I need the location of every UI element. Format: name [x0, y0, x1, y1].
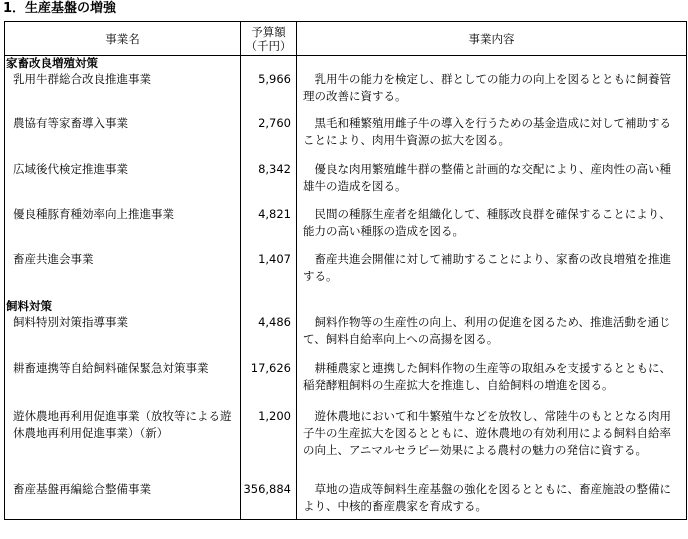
section-empty-cell — [297, 299, 687, 314]
section-empty-cell — [297, 56, 687, 72]
project-name: 畜産共進会事業 — [5, 251, 241, 299]
project-content: 耕種農家と連携した飼料作物の生産等の取組みを支援するとともに、稲発酵粗飼料の生産拡大を推進し、自給飼料の増進を図る。 — [297, 360, 687, 408]
budget-amount: 5,966 — [241, 71, 297, 115]
table-row — [5, 206, 687, 251]
budget-amount: 17,626 — [241, 360, 297, 408]
budget-amount: 4,821 — [241, 206, 297, 251]
project-content: 乳用牛の能力を検定し、群としての能力の向上を図るとともに飼養管理の改善に資する。 — [297, 71, 687, 115]
header-content: 事業内容 — [297, 22, 687, 56]
project-content: 民間の種豚生産者を組織化して、種豚改良群を確保することにより、能力の高い種豚の造成を図る。 — [297, 206, 687, 251]
header-budget — [241, 22, 297, 56]
header-budget-label: 予算額 — [251, 24, 286, 39]
section-row — [5, 56, 687, 72]
table-row — [5, 314, 687, 360]
budget-table — [4, 21, 687, 520]
project-name: 耕畜連携等自給飼料確保緊急対策事業 — [5, 360, 241, 408]
section-heading: 飼料対策 — [5, 299, 241, 314]
project-content: 飼料作物等の生産性の向上、利用の促進を図るため、推進活動を通じて、飼料自給率向上への高揚を図る。 — [297, 314, 687, 360]
section-row — [5, 299, 687, 314]
project-content: 遊休農地において和牛繁殖牛などを放牧し、常陸牛のもととなる肉用子牛の生産拡大を図るとともに、遊休農地の有効利用による飼料自給率の向上、アニマルセラピー効果による農村の魅力の発信に資する。 — [297, 408, 687, 481]
project-name: 広域後代検定推進事業 — [5, 161, 241, 206]
table-row — [5, 360, 687, 408]
table-row — [5, 251, 687, 299]
budget-amount: 4,486 — [241, 314, 297, 360]
project-content: 優良な肉用繁殖雌牛群の整備と計画的な交配により、産肉性の高い種雄牛の造成を図る。 — [297, 161, 687, 206]
project-name: 乳用牛群総合改良推進事業 — [5, 71, 241, 115]
budget-amount: 356,884 — [241, 481, 297, 519]
table-row — [5, 408, 687, 481]
project-content: 畜産共進会開催に対して補助することにより、家畜の改良増殖を推進する。 — [297, 251, 687, 299]
budget-amount: 8,342 — [241, 161, 297, 206]
project-name: 優良種豚育種効率向上推進事業 — [5, 206, 241, 251]
budget-amount: 1,407 — [241, 251, 297, 299]
table-row — [5, 71, 687, 115]
project-name: 飼料特別対策指導事業 — [5, 314, 241, 360]
budget-amount: 1,200 — [241, 408, 297, 481]
page-title: 1．生産基盤の増強 — [3, 1, 117, 16]
header-name: 事業名 — [5, 22, 241, 56]
table-row — [5, 161, 687, 206]
section-heading: 家畜改良増殖対策 — [5, 56, 241, 72]
table-row — [5, 481, 687, 519]
header-budget-unit: （千円） — [245, 38, 292, 53]
project-content: 草地の造成等飼料生産基盤の強化を図るとともに、畜産施設の整備により、中核的畜産農家を育成する。 — [297, 481, 687, 519]
project-name: 農協有等家畜導入事業 — [5, 115, 241, 161]
project-content: 黒毛和種繁殖用雌子牛の導入を行うための基金造成に対して補助することにより、肉用牛資源の拡大を図る。 — [297, 115, 687, 161]
table-body — [5, 56, 687, 520]
table-row — [5, 115, 687, 161]
project-name: 遊休農地再利用促進事業（放牧等による遊休農地再利用促進事業）（新） — [5, 408, 241, 481]
section-empty-cell — [241, 56, 297, 72]
project-name: 畜産基盤再編総合整備事業 — [5, 481, 241, 519]
budget-amount: 2,760 — [241, 115, 297, 161]
section-empty-cell — [241, 299, 297, 314]
table-header-row — [5, 22, 687, 56]
